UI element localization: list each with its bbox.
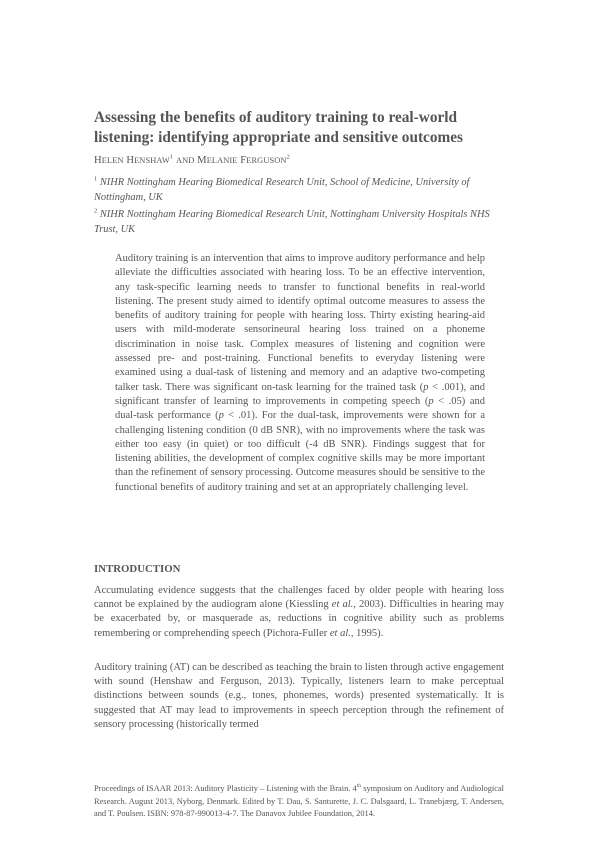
footer-text-a: Proceedings of ISAAR 2013: Auditory Plasticity – Listening with the Brain. 4 [94,784,357,793]
paper-title: Assessing the benefits of auditory training to real-world listening: identifying appropriate and sensitive outcomes [94,109,463,146]
intro-paragraph-2: Auditory training (AT) can be described as teaching the brain to listen through active engagement with sound (Henshaw and Ferguson, 2013). Typically, listeners learn to make perceptual distinctions between sounds (e.g., tones, phonemes, words) presented systematically. It is suggested that AT may lead to improvements in speech perception through the refinement of sensory processing (historically termed [94,662,504,730]
affiliation-1 [94,176,514,205]
abstract-p-1: p [423,381,429,393]
intro-paragraph-1 [94,584,504,641]
abstract-text-4: < .01). For the dual-task, improvements were shown for a challenging listening condition (0 dB SNR), with no improvements where the task was either too easy (in quiet) or too difficult (-4 dB SNR). Findings suggest that for listening abilities, the development of complex cognitive skills may be more important than the refinement of sensory processing. Outcome measures should be sensitive to the functional benefits of auditory training and set at an appropriately challenging level. [115,410,485,493]
footer-text-b: symposium on Auditory and Audiological Research. August 2013, Nyborg, Denmark. Edited by T. Dau, S. Santurette, J. C. Dalsgaard, L. Tranebjærg, T. Andersen, and T. Poulsen. ISBN: 978-87-990013-4-7. The Danavox Jubilee Foundation, 2014. [94,784,504,818]
intro-p1-text-c: , 1995). [350,627,384,639]
affiliation-1-number: 1 [94,175,98,183]
author-2-last-rest: ERGUSON [246,156,287,165]
author-1-affiliation-mark: 1 [169,153,174,161]
footer-superscript: th [356,783,362,790]
author-2-affiliation-mark: 2 [286,153,290,161]
author-1-last-rest: ENSHAW [134,156,170,165]
author-1-first-rest: ELEN [101,156,124,165]
intro-p1-etal-1: et al. [331,599,354,611]
author-2-last-initial: F [240,155,247,166]
author-1-first-initial: H [94,155,102,166]
abstract-p-3: p [218,410,224,422]
author-list [94,154,514,168]
author-conjunction: AND [175,156,195,165]
section-heading-introduction: INTRODUCTION [94,563,181,575]
abstract [115,252,485,495]
affiliation-1-text: NIHR Nottingham Hearing Biomedical Research Unit, School of Medicine, University of Nottingham, UK [94,177,470,203]
abstract-text-1: Auditory training is an intervention that aims to improve auditory performance and help alleviate the difficulties associated with hearing loss. To be an effective intervention, any task-specific learning needs to transfer to functional benefits in real-world listening. The present study aimed to identify optimal outcome measures to assess the benefits of auditory training for people with hearing loss. Thirty existing hearing-aid users with mild-moderate sensorineural hearing loss trained on a phoneme discrimination in noise task. Complex measures of listening and cognition were assessed pre- and post-training. Functional benefits to everyday listening were examined using a dual-task of listening and memory and an adaptive two-competing talker task. There was significant on-task learning for the trained task ( [115,253,485,393]
affiliation-2-text: NIHR Nottingham Hearing Biomedical Research Unit, Nottingham University Hospitals NHS Trust, UK [94,209,490,235]
intro-p1-text-b: , 2003). Difficulties in hearing may be exacerbated by, or masquerade as, reductions in cognitive ability such as problems remembering or comprehending speech (Pichora-Fuller [94,599,504,639]
author-1-last-initial: H [126,155,135,166]
affiliation-2-number: 2 [94,207,98,215]
affiliation-2 [94,208,514,237]
author-2-first-rest: ELANIE [206,156,238,165]
abstract-p-2: p [428,395,434,407]
intro-p1-text-a: Accumulating evidence suggests that the challenges faced by older people with hearing loss cannot be explained by the audiogram alone (Kiessling [94,585,504,611]
author-2-first-initial: M [197,155,207,166]
abstract-text-3: < .05) and dual-task performance ( [115,395,485,422]
intro-p1-etal-2: et al. [329,627,351,639]
abstract-text-2: < .001), and significant transfer of learning to improvements in competing speech ( [115,381,485,407]
proceedings-footer [94,783,504,821]
